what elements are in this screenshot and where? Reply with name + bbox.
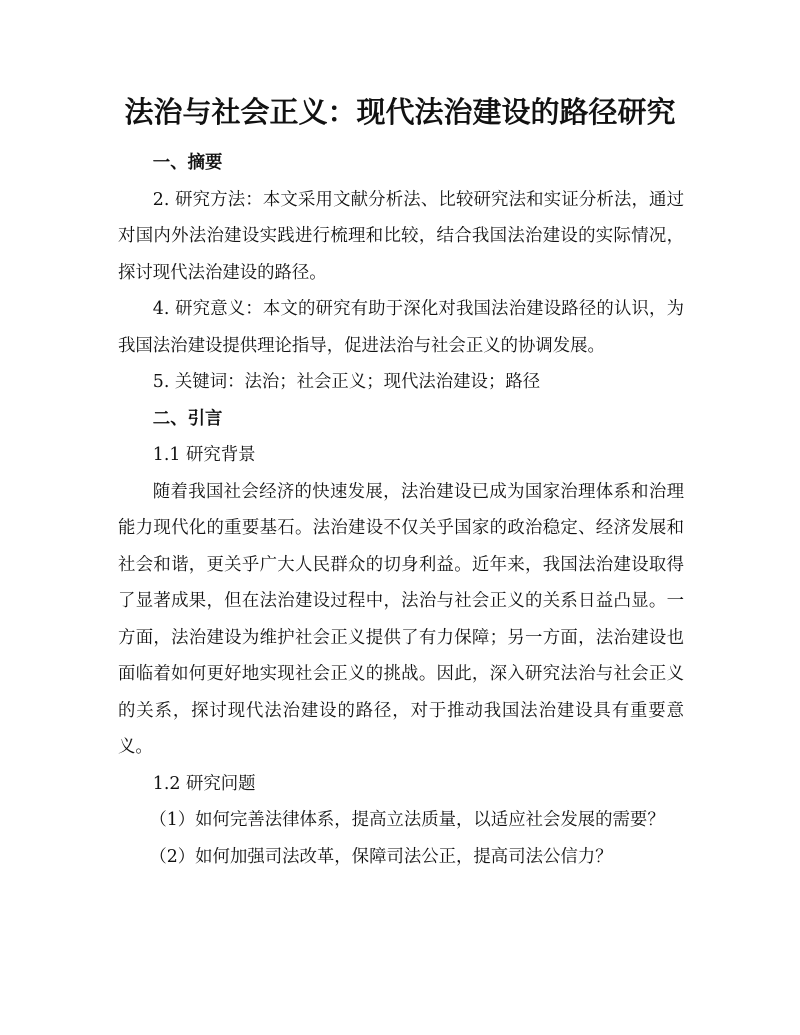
document-title: 法治与社会正义：现代法治建设的路径研究 — [124, 95, 676, 129]
document-body — [118, 145, 684, 875]
paragraph-research-method: 2. 研究方法：本文采用文献分析法、比较研究法和实证分析法，通过对国内外法治建设实践进行梳理和比较，结合我国法治建设的实际情况，探讨现代法治建设的路径。 — [118, 189, 684, 283]
subheading-research-background: 1.1 研究背景 — [152, 445, 256, 465]
section-heading-abstract: 一、摘要 — [152, 153, 223, 173]
paragraph-keywords: 5. 关键词：法治；社会正义；现代法治建设；路径 — [152, 372, 541, 392]
paragraph-background-body: 随着我国社会经济的快速发展，法治建设已成为国家治理体系和治理能力现代化的重要基石。法治建设不仅关乎国家的政治稳定、经济发展和社会和谐，更关乎广大人民群众的切身利益。近年来，我国法治建设取得了显著成果，但在法治建设过程中，法治与社会正义的关系日益凸显。一方面，法治建设为维护社会正义提供了有力保障；另一方面，法治建设也面临着如何更好地实现社会正义的挑战。因此，深入研究法治与社会正义的关系，探讨现代法治建设的路径，对于推动我国法治建设具有重要意义。 — [118, 481, 684, 757]
research-question-1: （1）如何完善法律体系，提高立法质量，以适应社会发展的需要？ — [149, 810, 665, 830]
section-heading-introduction: 二、引言 — [152, 408, 223, 429]
paragraph-research-significance: 4. 研究意义：本文的研究有助于深化对我国法治建设路径的认识，为我国法治建设提供理论指导，促进法治与社会正义的协调发展。 — [118, 299, 684, 356]
subheading-research-questions: 1.2 研究问题 — [152, 773, 256, 794]
research-question-2: （2）如何加强司法改革，保障司法公正，提高司法公信力？ — [149, 846, 613, 867]
